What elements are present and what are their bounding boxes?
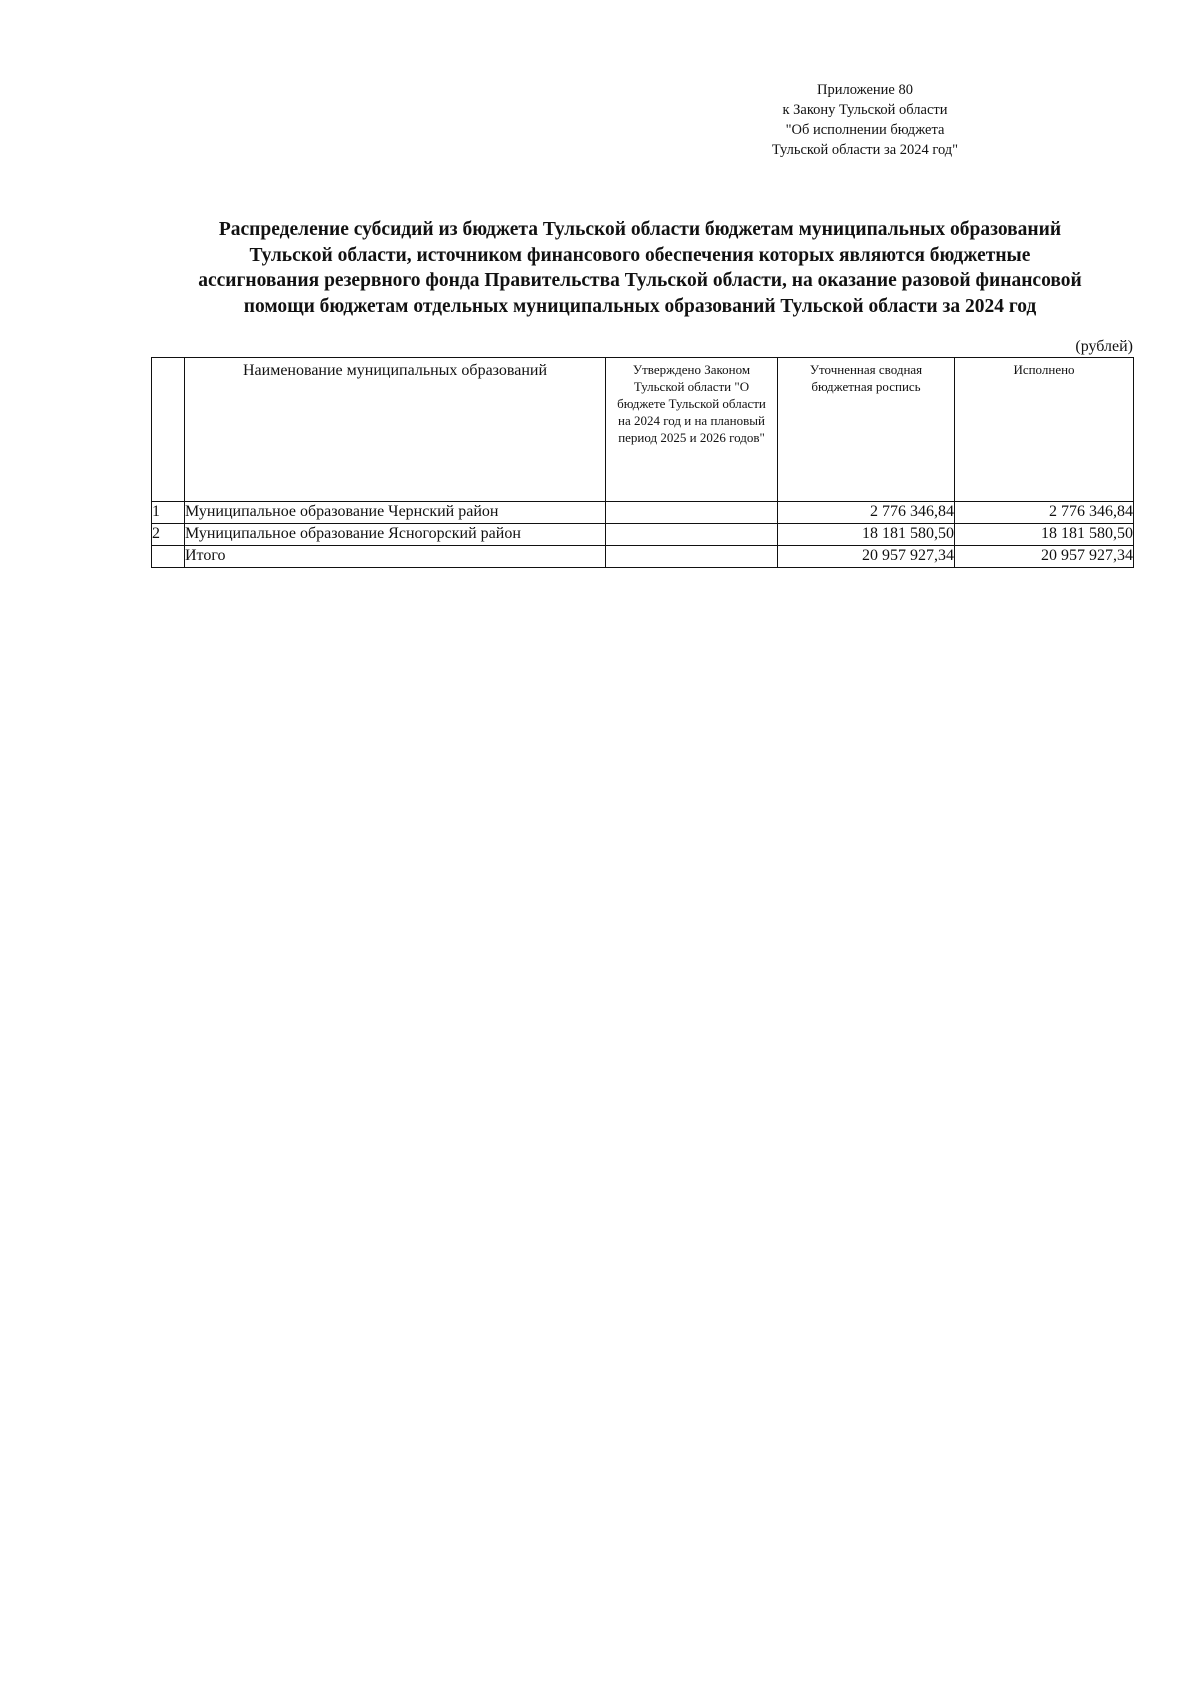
cell-name: Муниципальное образование Чернский район bbox=[185, 502, 606, 524]
total-executed: 20 957 927,34 bbox=[955, 546, 1134, 568]
cell-executed: 18 181 580,50 bbox=[955, 524, 1134, 546]
total-name: Итого bbox=[185, 546, 606, 568]
total-number bbox=[152, 546, 185, 568]
title-line: помощи бюджетам отдельных муниципальных образований Тульской области за 2024 год bbox=[243, 295, 1037, 317]
document-title bbox=[140, 217, 1140, 319]
cell-refined: 2 776 346,84 bbox=[778, 502, 955, 524]
table-header-row bbox=[152, 358, 1134, 502]
header-name: Наименование муниципальных образований bbox=[185, 358, 606, 502]
header-approved: Утверждено Законом Тульской области "О бюджете Тульской области на 2024 год и на плановый период 2025 и 2026 годов" bbox=[606, 358, 778, 502]
cell-approved bbox=[606, 502, 778, 524]
table-row bbox=[152, 502, 1134, 524]
appendix-line: к Закону Тульской области bbox=[782, 102, 948, 118]
cell-refined: 18 181 580,50 bbox=[778, 524, 955, 546]
header-executed: Исполнено bbox=[955, 358, 1134, 502]
table-total-row bbox=[152, 546, 1134, 568]
total-refined: 20 957 927,34 bbox=[778, 546, 955, 568]
total-approved bbox=[606, 546, 778, 568]
header-refined: Уточненная сводная бюджетная роспись bbox=[778, 358, 955, 502]
cell-executed: 2 776 346,84 bbox=[955, 502, 1134, 524]
cell-number: 2 bbox=[152, 524, 185, 546]
cell-name: Муниципальное образование Ясногорский район bbox=[185, 524, 606, 546]
title-line: Распределение субсидий из бюджета Тульской области бюджетам муниципальных образований bbox=[218, 219, 1062, 240]
title-line: ассигнования резервного фонда Правительства Тульской области, на оказание разовой финансовой bbox=[198, 270, 1082, 291]
appendix-line: "Об исполнении бюджета bbox=[785, 122, 945, 138]
appendix-header bbox=[760, 80, 970, 160]
subsidy-table bbox=[151, 357, 1134, 568]
units-label: (рублей) bbox=[1075, 338, 1133, 355]
appendix-line: Тульской области за 2024 год" bbox=[771, 142, 959, 158]
table-row bbox=[152, 524, 1134, 546]
cell-number: 1 bbox=[152, 502, 185, 524]
title-line: Тульской области, источником финансового обеспечения которых являются бюджетные bbox=[249, 244, 1031, 266]
appendix-line: Приложение 80 bbox=[817, 82, 913, 98]
cell-approved bbox=[606, 524, 778, 546]
header-number bbox=[152, 358, 185, 502]
